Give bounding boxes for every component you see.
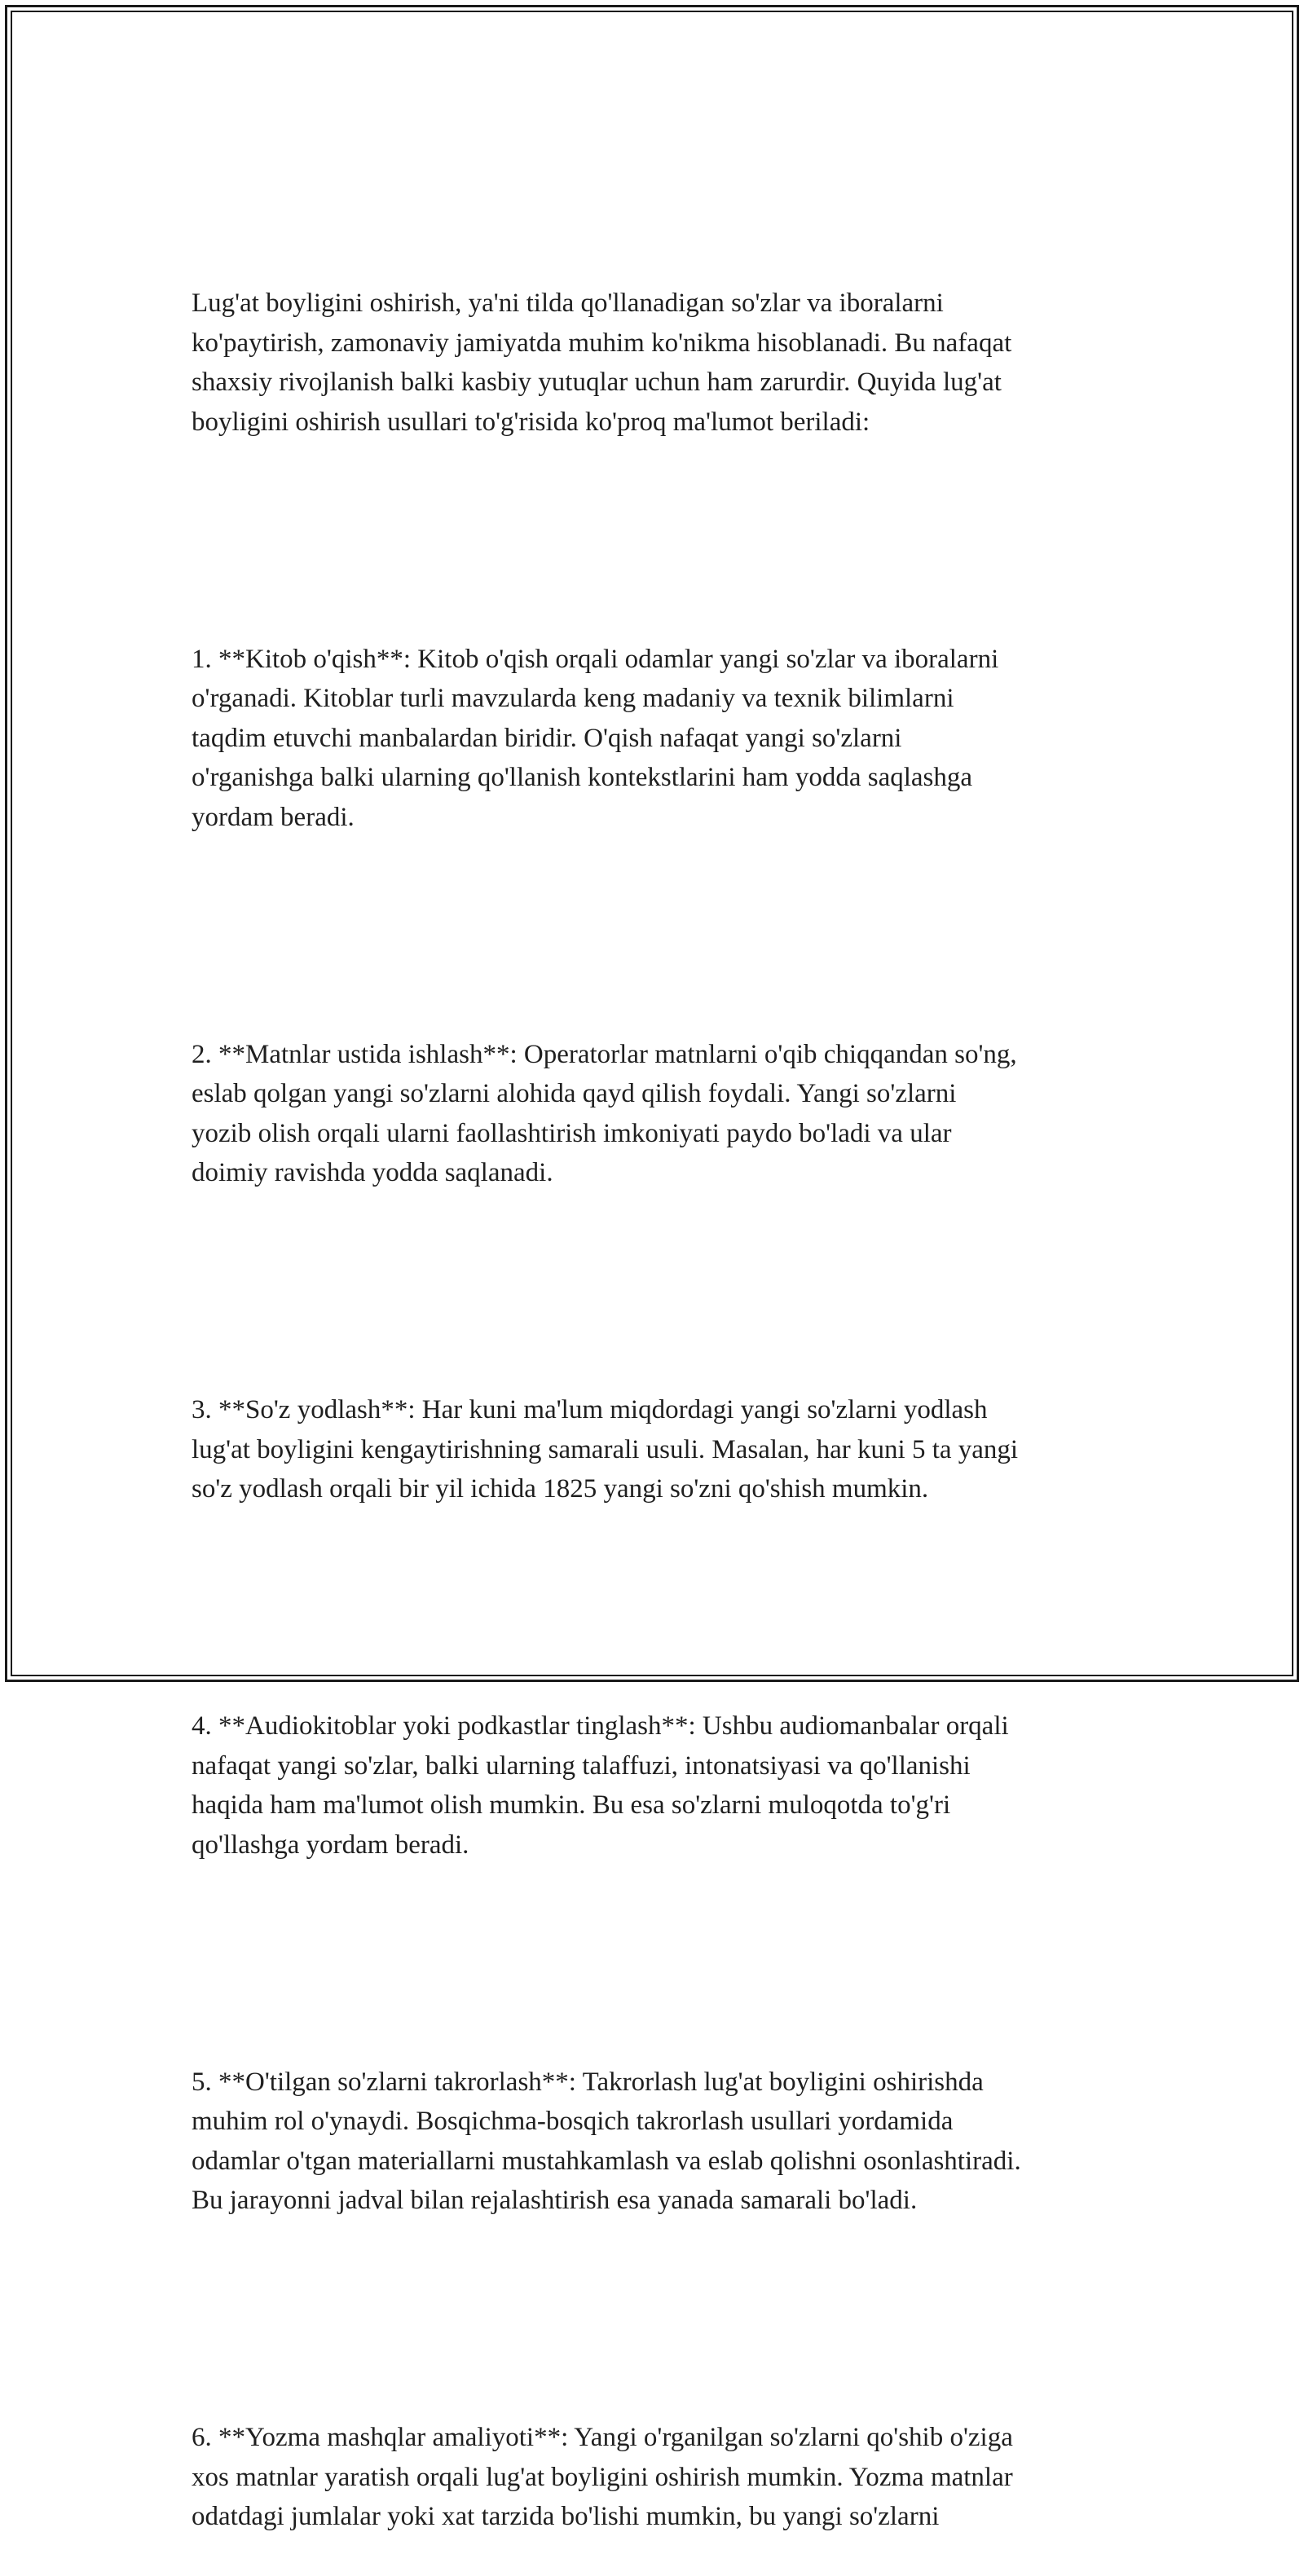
paragraph-spacer [192, 1944, 1129, 1984]
list-item-audiokitoblar: 4. **Audiokitoblar yoki podkastlar tinglash**: Ushbu audiomanbalar orqali nafaqat yangi so'zlar, balki ularning talaffuzi, intonatsiyasi va qo'llanishi haqida ham ma'lumot olish mumkin. Bu esa so'zlarni muloqotda to'g'ri qo'llashga yordam beradi. [192, 1711, 1009, 1860]
list-item-takrorlash: 5. **O'tilgan so'zlarni takrorlash**: Takrorlash lug'at boyligini oshirishda muhim rol o'ynaydi. Bosqichma-bosqich takrorlash usullari yordamida odamlar o'tgan materiallarni mustahkamlash va eslab qolishni osonlashtiradi. Bu jarayonni jadval bilan rejalashtirish esa yanada samarali bo'ladi. [192, 2067, 1021, 2215]
list-item-soz-yodlash: 3. **So'z yodlash**: Har kuni ma'lum miqdordagi yangi so'zlarni yodlash lug'at boyligini kengaytirishning samarali usuli. Masalan, har kuni 5 ta yangi so'z yodlash orqali bir yil ichida 1825 yangi so'zni qo'shish mumkin. [192, 1395, 1019, 1504]
document-body [192, 205, 1129, 2576]
paragraph-spacer [192, 2300, 1129, 2340]
paragraph-spacer [192, 1272, 1129, 1312]
paragraph-spacer [192, 521, 1129, 561]
list-item-yozma-mashqlar: 6. **Yozma mashqlar amaliyoti**: Yangi o'rganilgan so'zlarni qo'shib o'ziga xos matnlar yaratish orqali lug'at boyligini oshirish mumkin. Yozma matnlar odatdagi jumlalar yoki xat tarzida bo'lishi mumkin, bu yangi so'zlarni [192, 2423, 1013, 2531]
list-item-kitob-oqish: 1. **Kitob o'qish**: Kitob o'qish orqali odamlar yangi so'zlar va iboralarni o'rganadi. Kitoblar turli mavzularda keng madaniy va texnik bilimlarni taqdim etuvchi manbalardan biridir. O'qish nafaqat yangi so'zlarni o'rganishga balki ularning qo'llanish kontekstlarini ham yodda saqlashga yordam beradi. [192, 644, 999, 832]
paragraph-spacer [192, 1588, 1129, 1628]
list-item-matnlar-ustida-ishlash: 2. **Matnlar ustida ishlash**: Operatorlar matnlarni o'qib chiqqandan so'ng, eslab qolgan yangi so'zlarni alohida qayd qilish foydali. Yangi so'zlarni yozib olish orqali ularni faollashtirish imkoniyati paydo bo'ladi va ular doimiy ravishda yodda saqlanadi. [192, 1039, 1017, 1187]
intro-paragraph: Lug'at boyligini oshirish, ya'ni tilda qo'llanadigan so'zlar va iboralarni ko'paytirish, zamonaviy jamiyatda muhim ko'nikma hisoblanadi. Bu nafaqat shaxsiy rivojlanish balki kasbiy yutuqlar uchun ham zarurdir. Quyida lug'at boyligini oshirish usullari to'g'risida ko'proq ma'lumot beriladi: [192, 288, 1012, 437]
paragraph-spacer [192, 916, 1129, 956]
